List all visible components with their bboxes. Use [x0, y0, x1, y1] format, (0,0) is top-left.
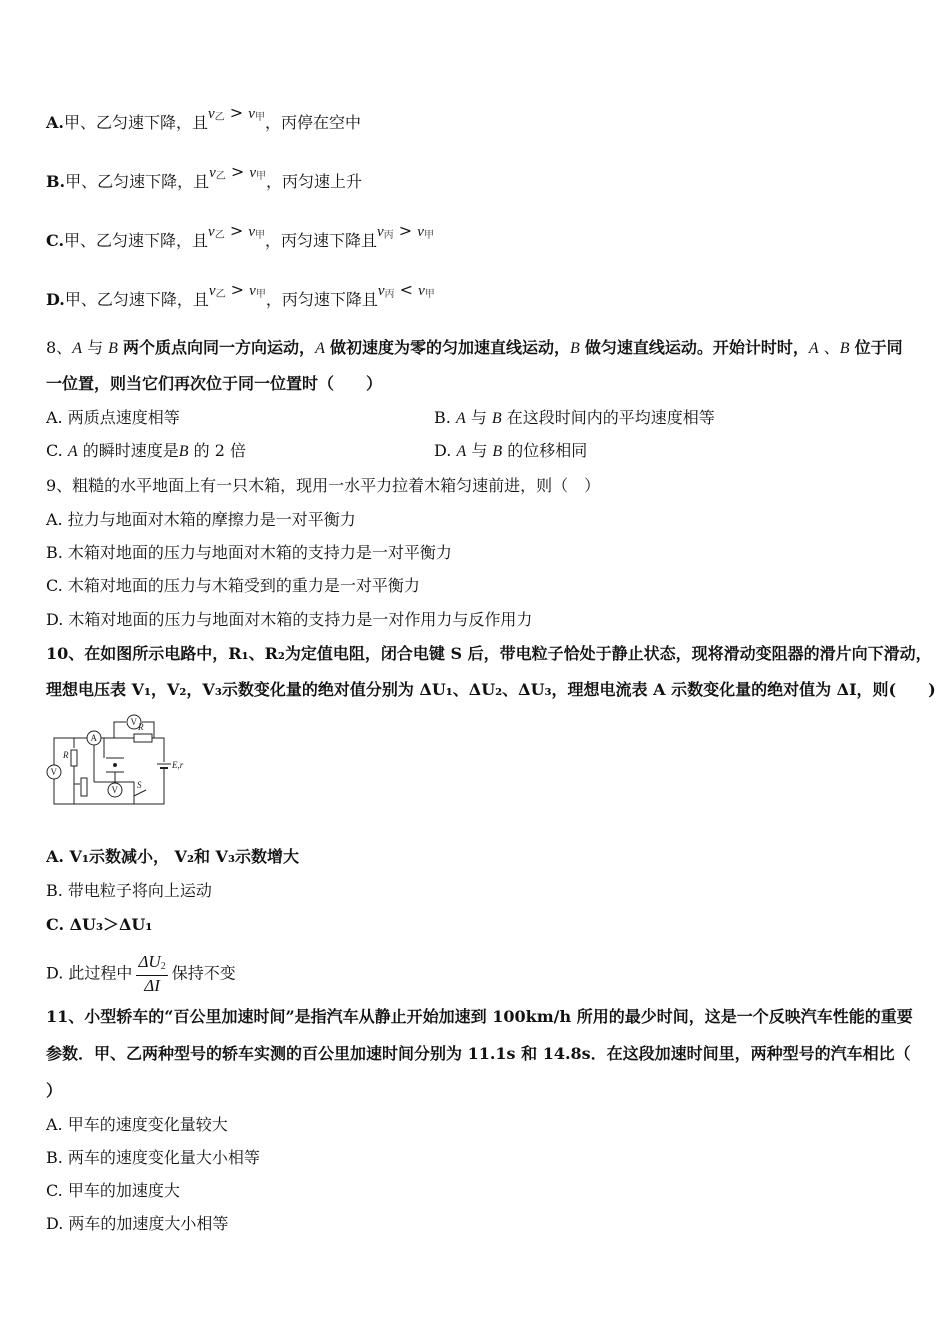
option-text: 甲、乙匀速下降，且	[64, 231, 209, 250]
symbol-b: B	[492, 443, 503, 460]
q7-option-c	[46, 221, 434, 255]
text: D. 此过程中	[46, 963, 133, 983]
subscript: 丙	[384, 289, 395, 300]
q10-option-d	[46, 952, 236, 996]
text: 保持不变	[171, 963, 236, 983]
denominator: ΔI	[144, 976, 160, 995]
operator: <	[399, 280, 414, 299]
q11-option-b: B. 两车的速度变化量大小相等	[46, 1148, 260, 1167]
operator: >	[230, 280, 245, 299]
velocity-symbol: v	[208, 224, 215, 240]
text: C. ΔU₃＞ΔU₁	[46, 915, 153, 934]
text: 位于同	[854, 338, 903, 357]
q10-stem-line1	[46, 643, 932, 665]
q8-option-c	[46, 440, 246, 463]
velocity-symbol: v	[377, 283, 385, 299]
symbol-b: B	[108, 340, 118, 357]
r1-resistor	[134, 734, 152, 742]
option-text: ，丙匀速下降且	[264, 231, 377, 250]
q8-stem-line2	[46, 373, 382, 395]
symbol-b: B	[839, 340, 850, 357]
text: 做初速度为零的匀加速直线运动，	[329, 338, 570, 357]
text: 的 2 倍	[193, 441, 246, 460]
fraction	[136, 952, 167, 996]
a-label: A	[90, 733, 97, 743]
symbol-a: A	[72, 340, 82, 357]
switch-s	[134, 790, 146, 796]
text: 一位置，则当它们再次位于同一位置时（ ）	[46, 374, 383, 393]
rheostat	[81, 778, 87, 796]
subscript: 丙	[383, 230, 394, 241]
velocity-symbol: v	[248, 106, 255, 122]
q9-option-a: A. 拉力与地面对木箱的摩擦力是一对平衡力	[46, 510, 356, 529]
option-text: 甲、乙匀速下降，且	[64, 290, 209, 309]
symbol-a: A	[67, 443, 78, 460]
q9-option-b: B. 木箱对地面的压力与地面对木箱的支持力是一对平衡力	[46, 543, 452, 562]
velocity-symbol: v	[249, 165, 257, 181]
q9-option-d: D. 木箱对地面的压力与地面对木箱的支持力是一对作用力与反作用力	[46, 610, 533, 629]
r1-label: R	[138, 722, 144, 732]
v1-label: V	[130, 717, 137, 727]
r2-resistor	[71, 750, 77, 766]
q10-stem-line2	[46, 679, 936, 701]
velocity-symbol: v	[249, 283, 256, 299]
operator: >	[398, 221, 413, 240]
symbol-b: B	[178, 443, 189, 460]
subscript: 甲	[254, 230, 265, 241]
subscript: 甲	[423, 230, 434, 241]
charged-particle	[114, 764, 117, 767]
q8-stem-line1	[46, 337, 903, 360]
text: 在这段时间内的平均速度相等	[506, 408, 715, 427]
option-text: ，丙匀速下降且	[265, 290, 378, 309]
symbol-a: A	[315, 340, 325, 357]
text: 两个质点向同一方向运动，	[123, 338, 316, 357]
subscript: 乙	[214, 112, 225, 123]
velocity-symbol: v	[248, 224, 255, 240]
text: 的瞬时速度是	[82, 441, 179, 460]
text: 的位移相同	[507, 441, 588, 460]
q9-stem: 9、粗糙的水平地面上有一只木箱，现用一水平力拉着木箱匀速前进，则（ ）	[46, 476, 601, 495]
option-label: B.	[434, 408, 451, 427]
q8-option-d	[434, 440, 587, 463]
q7-option-b	[46, 162, 363, 196]
q11-option-a: A. 甲车的速度变化量较大	[46, 1115, 228, 1134]
q10-option-a	[46, 846, 299, 868]
text: 与	[470, 408, 487, 427]
r2-label: R	[63, 750, 69, 760]
q7-option-d	[46, 280, 435, 314]
text: 与	[471, 441, 488, 460]
subscript: 乙	[215, 289, 226, 300]
text: 参数．甲、乙两种型号的轿车实测的百公里加速时间分别为 11.1s 和 14.8s．在这段加速时间里，两种型号的汽车相比（	[46, 1044, 911, 1063]
text: 做匀速直线运动。开始计时时，	[584, 338, 809, 357]
option-text: ，丙停在空中	[264, 113, 361, 132]
text: 与	[87, 338, 104, 357]
text: 11、小型轿车的“百公里加速时间”是指汽车从静止开始加速到 100km/h 所用的最少时间，这是一个反映汽车性能的重要	[46, 1007, 913, 1026]
symbol-a: A	[808, 340, 819, 357]
velocity-symbol: v	[377, 224, 384, 240]
option-label: C.	[46, 441, 63, 460]
velocity-symbol: v	[208, 106, 215, 122]
symbol-b: B	[569, 340, 580, 357]
q8-option-a: A. 两质点速度相等	[46, 408, 180, 427]
subscript: 2	[160, 961, 166, 972]
q11-option-d: D. 两车的加速度大小相等	[46, 1214, 229, 1233]
subscript: 甲	[424, 289, 435, 300]
symbol-b: B	[491, 410, 502, 427]
subscript: 甲	[254, 112, 265, 123]
velocity-symbol: v	[209, 165, 216, 181]
text: ）	[46, 1081, 63, 1100]
v2-label: V	[111, 785, 118, 795]
circuit-diagram	[44, 708, 194, 812]
velocity-symbol: v	[418, 283, 425, 299]
q8-number: 8、	[46, 338, 73, 357]
q11-option-c: C. 甲车的加速度大	[46, 1181, 180, 1200]
symbol-a: A	[455, 410, 466, 427]
option-label: B.	[46, 172, 66, 191]
operator: >	[229, 221, 244, 240]
s-label: S	[137, 780, 142, 790]
q8-option-b	[434, 407, 715, 430]
q11-stem-line2	[46, 1043, 911, 1065]
text: 理想电压表 V₁，V₂，V₃示数变化量的绝对值分别为 ΔU₁、ΔU₂、ΔU₃，理想电流表 A 示数变化量的绝对值为 ΔI，则( )	[46, 680, 936, 699]
q10-option-c	[46, 914, 152, 936]
subscript: 甲	[255, 289, 266, 300]
q9-option-c: C. 木箱对地面的压力与木箱受到的重力是一对平衡力	[46, 576, 420, 595]
option-text: 甲、乙匀速下降，且	[65, 172, 210, 191]
wire	[152, 738, 164, 762]
text: 10、在如图所示电路中，R₁、R₂为定值电阻，闭合电键 S 后，带电粒子恰处于静止状态，现将滑动变阻器的滑片向下滑动，	[46, 644, 932, 663]
option-label: D.	[46, 290, 65, 309]
numerator: ΔU	[138, 952, 161, 971]
option-text: ，丙匀速上升	[266, 172, 363, 191]
text: 、	[823, 338, 840, 357]
text: A. V₁示数减小， V₂和 V₃示数增大	[46, 847, 299, 866]
q11-stem-line3	[46, 1080, 62, 1102]
v3-label: V	[50, 767, 57, 777]
option-label: D.	[434, 441, 452, 460]
subscript: 乙	[215, 171, 226, 182]
subscript: 甲	[256, 171, 267, 182]
velocity-symbol: v	[208, 283, 216, 299]
subscript: 乙	[214, 230, 225, 241]
q10-option-b: B. 带电粒子将向上运动	[46, 881, 212, 900]
q11-stem-line1	[46, 1006, 913, 1028]
er-label: E,r	[172, 760, 184, 770]
q7-option-a	[46, 103, 361, 137]
wire	[114, 722, 126, 738]
velocity-symbol: v	[417, 224, 424, 240]
symbol-a: A	[456, 443, 467, 460]
option-label: A.	[46, 113, 64, 132]
operator: >	[230, 162, 245, 181]
operator: >	[229, 103, 244, 122]
option-text: 甲、乙匀速下降，且	[63, 113, 208, 132]
option-label: C.	[46, 231, 65, 250]
